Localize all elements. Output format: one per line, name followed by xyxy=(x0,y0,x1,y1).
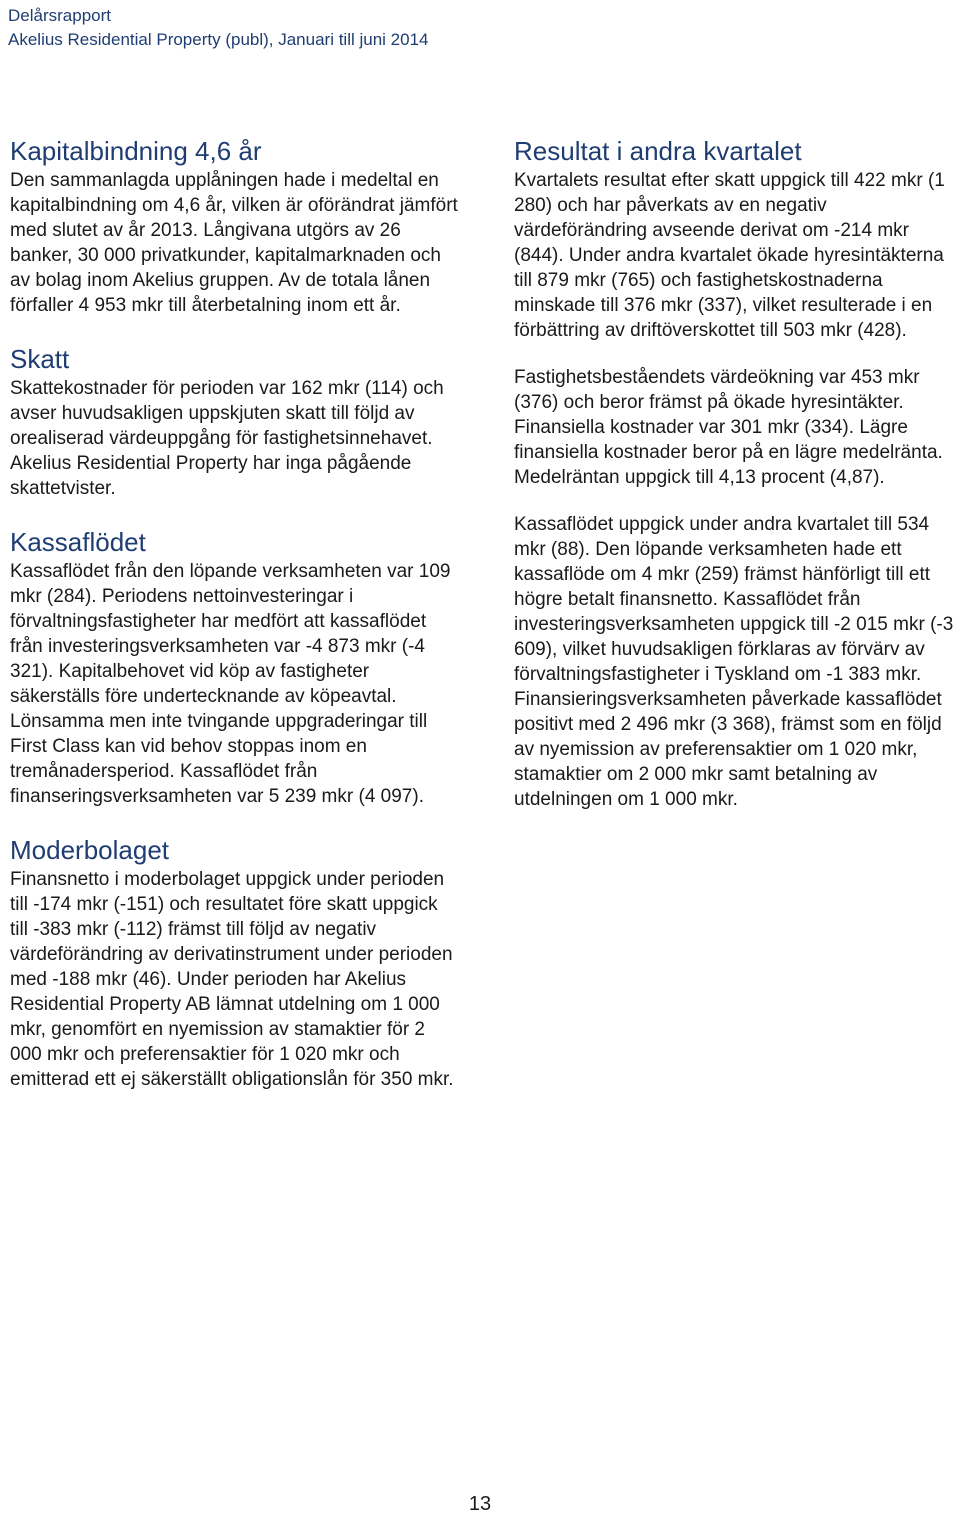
section-title-skatt: Skatt xyxy=(10,344,70,374)
section-title-kassaflodet: Kassaflödet xyxy=(10,527,146,557)
section-text-kapitalbindning: Den sammanlagda upplåningen hade i medeltal en kapitalbindning om 4,6 år, vilken är oförändrat jämfört med slutet av år 2013. Långivana utgörs av 26 banker, 30 000 privatkunder, kapitalmarknaden och av bolag inom Akelius gruppen. Av de totala lånen förfaller 4 953 mkr till återbetalning inom ett år. xyxy=(10,170,458,316)
section-title-resultat: Resultat i andra kvartalet xyxy=(514,136,802,166)
section-text-moderbolaget: Finansnetto i moderbolaget uppgick under perioden till -174 mkr (-151) och resultatet före skatt uppgick till -383 mkr (-112) främst till följd av negativ värdeförändring av derivatinstrument under perioden med -188 mkr (46). Under perioden har Akelius Residential Property AB lämnat utdelning om 1 000 mkr, genomfört en nyemission av stamaktier för 2 000 mkr och preferensaktier för 1 020 mkr och emitterad ett ej säkerställt obligationslån för 350 mkr. xyxy=(10,869,454,1090)
resultat-paragraph-3: Kassaflödet uppgick under andra kvartalet till 534 mkr (88). Den löpande verksamheten hade ett kassaflöde om 4 mkr (259) främst hänförligt till ett högre betalt finansnetto. Kassaflödet från investeringsverksamheten uppgick till -2 015 mkr (-3 609), vilket huvudsakligen förklaras av förvärv av förvaltningsfastigheter i Tyskland om -1 383 mkr. Finansieringsverksamheten påverkade kassaflödet positivt med 2 496 mkr (3 368), främst som en följd av nyemission av preferensaktier om 1 020 mkr, stamaktier om 2 000 mkr samt betalning av utdelningen om 1 000 mkr. xyxy=(514,514,954,810)
page-number: 13 xyxy=(468,1493,492,1515)
report-header xyxy=(8,4,429,52)
right-column xyxy=(514,134,954,812)
report-subtitle: Akelius Residential Property (publ), Januari till juni 2014 xyxy=(8,30,429,49)
section-text-skatt: Skattekostnader för perioden var 162 mkr (114) och avser huvudsakligen uppskjuten skatt till följd av orealiserad värdeuppgång för fastighetsinnehavet. Akelius Residential Property har inga pågående skattetvister. xyxy=(10,378,444,499)
report-title: Delårsrapport xyxy=(8,6,111,25)
section-text-kassaflodet: Kassaflödet från den löpande verksamheten var 109 mkr (284). Periodens nettoinvesteringar i förvaltningsfastigheter har medfört att kassaflödet från investeringsverksamheten var -4 873 mkr (-4 321). Kapitalbehovet vid köp av fastigheter säkerställs före undertecknande av köpeavtal. Lönsamma men inte tvingande uppgraderingar till First Class kan vid behov stoppas inom en tremånadersperiod. Kassaflödet från finanseringsverksamheten var 5 239 mkr (4 097). xyxy=(10,561,451,807)
section-title-moderbolaget: Moderbolaget xyxy=(10,835,169,865)
resultat-paragraph-1: Kvartalets resultat efter skatt uppgick till 422 mkr (1 280) och har påverkats av en negativ värdeförändring avseende derivat om -214 mkr (844). Under andra kvartalet ökade hyresintäkterna till 879 mkr (765) och fastighetskostnaderna minskade till 376 mkr (337), vilket resulterade i en förbättring av driftöverskottet till 503 mkr (428). xyxy=(514,170,945,341)
left-column xyxy=(10,134,460,1092)
section-title-kapitalbindning: Kapitalbindning 4,6 år xyxy=(10,136,262,166)
resultat-paragraph-2: Fastighetsbeståendets värdeökning var 453 mkr (376) och beror främst på ökade hyresintäkter. Finansiella kostnader var 301 mkr (334). Lägre finansiella kostnader beror på en lägre medelränta. Medelräntan uppgick till 4,13 procent (4,87). xyxy=(514,367,943,488)
